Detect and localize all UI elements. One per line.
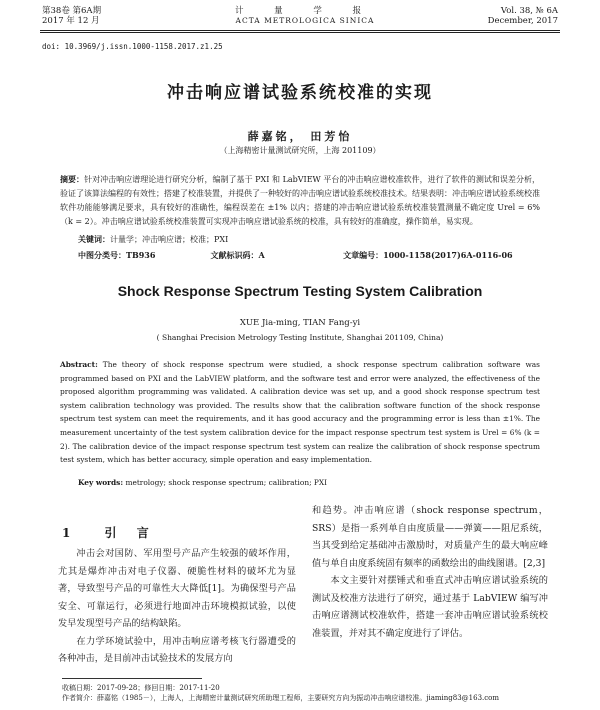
header-rule-top xyxy=(40,30,560,31)
section-heading xyxy=(62,524,157,541)
keywords-label-en: Key words: xyxy=(78,478,124,487)
abstract-cn xyxy=(60,172,540,229)
intro-paragraph-2: 在力学环境试验中，用冲击响应谱考核飞行器遭受的各种冲击，是目前冲击试验技术的发展方向 xyxy=(58,635,296,664)
author-bio: 作者简介：薛嘉铭（1985－），上海人，上海精密计量测试研究所助理工程师，主要研究方向为振动冲击响应谱校准。jiaming83@163.com xyxy=(62,694,500,702)
clc-number: 中图分类号：TB936 xyxy=(78,250,156,260)
section-title: 引 言 xyxy=(104,526,157,540)
affiliation-cn: （上海精密计量测试研究所，上海 201109） xyxy=(219,146,381,155)
article-id: 文章编号：1000-1158(2017)6A-0116-06 xyxy=(343,250,513,260)
journal-name xyxy=(180,6,430,26)
abstract-text-en: The theory of shock response spectrum were studied, a shock response spectrum calibration software was programmed based on PXI and the LabVIEW platform, and the software test and error were analyzed, the effectiveness of the proposed algorithm programming was validated. A calibration device was set up, and a good shock response spectrum test system calibration technology was provided. The results show that the calibration software function of the shock response spectrum test system can meet the requirements, and it has good accuracy and the programming error is less than ±1%. The measurement uncertainty of the test system calibration device for the impact response spectrum test system is Urel = 6% (k = 2). The calibration device of the impact response spectrum test system can realize the calibration of shock response spectrum test system, which has better accuracy, simple operation and easy implementation. xyxy=(60,360,540,465)
abstract-label-cn: 摘要： xyxy=(60,174,85,184)
keywords-label-cn: 关键词： xyxy=(78,234,110,244)
paper-title-cn: 冲击响应谱试验系统校准的实现 xyxy=(167,83,433,103)
keywords-text-cn: 计量学；冲击响应谱；校准；PXI xyxy=(110,235,229,244)
intro-paragraph-1: 冲击会对国防、军用型号产品产生较强的破坏作用，尤其是爆炸冲击对电子仪器、硬脆性材料的破坏尤为显著，导致型号产品的可靠性大大降低[1]。为确保型号产品安全、可靠运行，必须进行地面冲击环境模拟试验，以使发早发现型号产品的结构缺陷。 xyxy=(58,548,296,629)
authors-en: XUE Jia-ming, TIAN Fang-yi xyxy=(239,318,361,328)
journal-volume-info-en xyxy=(488,6,558,26)
publication-date-cn: 2017 年 12 月 xyxy=(42,16,100,26)
body-column-left xyxy=(58,545,296,668)
footnote xyxy=(62,683,499,703)
journal-volume-info xyxy=(42,6,101,26)
affiliation-en: ( Shanghai Precision Metrology Testing Institute, Shanghai 201109, China) xyxy=(156,333,444,342)
keywords-cn xyxy=(78,234,228,245)
abstract-en xyxy=(60,358,540,467)
document-code: 文献标识码：A xyxy=(210,250,265,260)
volume-issue-cn: 第38卷 第6A期 xyxy=(42,6,102,16)
body-column-right xyxy=(312,502,548,642)
abstract-label-en: Abstract: xyxy=(60,360,98,369)
paper-title-en: Shock Response Spectrum Testing System Calibration xyxy=(117,283,483,299)
section-number: 1 xyxy=(62,526,79,540)
volume-issue-en: Vol. 38, № 6A xyxy=(500,6,558,16)
header-rule-bottom xyxy=(40,32,560,33)
received-dates: 收稿日期：2017-09-28；修回日期：2017-11-20 xyxy=(62,684,220,692)
intro-paragraph-continued: 和趋势。冲击响应谱（shock response spectrum，SRS）是指一系列单自由度质量——弹簧——阻尼系统，当其受到给定基础冲击激励时，对质量产生的最大响应峰值与单自由度系统固有频率的函数绘出的曲线图谱。[2,3] xyxy=(312,505,548,569)
journal-name-cn: 计 量 学 报 xyxy=(234,6,376,16)
journal-name-en: ACTA METROLOGICA SINICA xyxy=(235,16,375,25)
keywords-text-en: metrology; shock response spectrum; calibration; PXI xyxy=(125,478,328,487)
publication-date-en: December, 2017 xyxy=(487,16,558,26)
authors-cn: 薛嘉铭， 田芳怡 xyxy=(247,130,353,143)
abstract-text-cn: 针对冲击响应谱理论进行研究分析，编制了基于 PXI 和 LabVIEW 平台的冲击响应谱校准软件，进行了软件的测试和误差分析，验证了该算法编程的有效性；搭建了校准装置，并提供了一种较好的冲击响应谱试验系统校准技术。结果表明：冲击响应谱试验系统校准软件功能能够满足要求，具有较好的准确性，编程误差在 ±1% 以内；搭建的冲击响应谱试验系统校准装置测量不确定度 Urel = 6%（k = 2）。冲击响应谱试验系统校准装置可实现冲击响应谱试验系统的校准，具有较好的准确度，操作简单，易实现。 xyxy=(60,175,541,226)
doi: doi: 10.3969/j.issn.1000-1158.2017.z1.25 xyxy=(42,42,223,51)
footnote-rule xyxy=(62,678,202,679)
classification-row xyxy=(78,250,538,261)
intro-paragraph-3: 本文主要针对摆锤式和垂直式冲击响应谱试验系统的测试及校准方法进行了研究，通过基于 LabVIEW 编写冲击响应谱测试校准软件，搭建一套冲击响应谱试验系统校准装置，并对其不确定度进行了评估。 xyxy=(312,575,548,639)
keywords-en xyxy=(78,478,327,487)
